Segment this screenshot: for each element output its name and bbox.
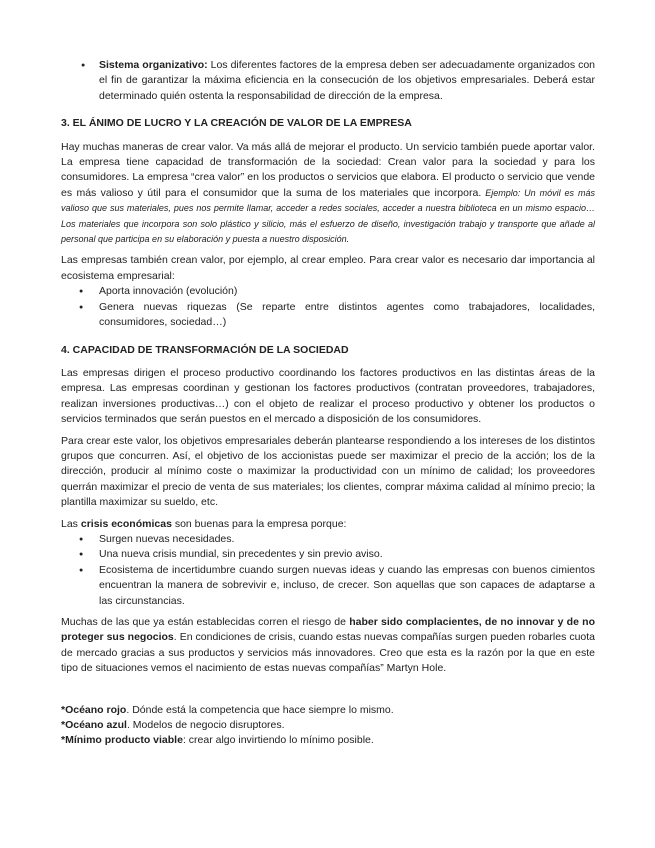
crisis-intro-pre: Las <box>61 517 81 530</box>
section-3-example-text: Ejemplo: Un móvil es más valioso que sus materiales, pues nos permite llamar, acceder a redes sociales, acceder a nuestra biblioteca en un mismo espacio… Los materiales que incorpora son solo plástico y silicio, más el esfuerzo de diseño, investigación trabajo y transporte que añade al personal que participa en su elaboración y puesta a nuestro disposición. <box>61 187 595 245</box>
section-3-paragraph-1-text: Hay muchas maneras de crear valor. Va más allá de mejorar el producto. Un servicio también puede aportar valor. La empresa tiene capacidad de transformación de la sociedad: Crean valor para la sociedad y para los consumidores. La empresa “crea valor” en los productos o servicios que elabora. El producto o servicio que vende es más valioso y útil para el consumidor que la suma de los materiales que incorpora. <box>61 140 595 199</box>
quote-pre: Muchas de las que ya están establecidas corren el riesgo de <box>61 616 350 628</box>
section-3-heading: 3. EL ÁNIMO DE LUCRO Y LA CREACIÓN DE VALOR DE LA EMPRESA <box>61 117 412 130</box>
footnote-text: . Modelos de negocio disruptores. <box>126 719 285 732</box>
section-3-bullet: ● Aporta innovación (evolución) <box>61 284 595 299</box>
section-3-paragraph-2: Las empresas también crean valor, por ejemplo, al crear empleo. Para crear valor es necesario dar importancia al ecosistema empresarial: <box>61 254 595 282</box>
footnote-text: . Dónde está la competencia que hace siempre lo mismo. <box>126 703 394 716</box>
footnote-text: : crear algo invirtiendo lo mínimo posible. <box>182 734 374 747</box>
bullet-sistema-organizativo <box>61 58 595 104</box>
section-3-paragraph-1 <box>61 140 595 248</box>
crisis-bullet: ● Surgen nuevas necesidades. <box>61 532 595 547</box>
section-3-bullet: ● Genera nuevas riquezas (Se reparte entre distintos agentes como trabajadores, localidades, consumidores, sociedad…) <box>61 300 595 331</box>
quote-post: . En condiciones de crisis, cuando estas nuevas compañías surgen pueden robarles cuota de mercado gracias a sus productos y servicios más innovadores. Creo que esta es la razón por la que en este tipo de situaciones vemos el nacimiento de estas nuevas compañías” Martyn Hole. <box>61 631 596 675</box>
section-4-paragraph-1: Las empresas dirigen el proceso productivo coordinando los factores productivos en las distintas áreas de la empresa. Las empresas coordinan y gestionan los factores productivos (contratan proveedores, trabajadores, realizan inversiones productivas…) con el objeto de realizar el proceso productivo y obtener los productos o servicios terminados que serán puestos en el mercado a disposición de los consumidores. <box>61 366 595 426</box>
section-4-paragraph-2: Para crear este valor, los objetivos empresariales deberán plantearse respondiendo a los intereses de los distintos grupos que concurren. Así, el objetivo de los accionistas puede ser maximizar el precio de la acción; los de la dirección, producir al mínimo coste o maximizar la productividad con un mínimo de calidad; los proveedores querrán maximizar el precio de venta de sus materiales; los clientes, comprar máxima calidad al mínimo precio; la plantilla maximizar su sueldo, etc. <box>61 434 595 509</box>
footnote-term: *Océano azul <box>61 719 127 732</box>
bullet-text: Los diferentes factores de la empresa deben ser adecuadamente organizados con el fin de garantizar la máxima eficiencia en la consecución de los objetivos empresariales. Deberá estar determinado quién ostenta la responsabilidad de dirección de la empresa. <box>99 59 595 102</box>
quote-bold: haber sido complacientes, de no innovar y de no proteger sus negocios <box>61 616 595 644</box>
footnotes <box>61 703 595 749</box>
crisis-bullet: ● Ecosistema de incertidumbre cuando surgen nuevas ideas y cuando las empresas con buenos cimientos encuentran la manera de sobrevivir e, incluso, de crecer. Son aquellas que son capaces de adaptarse a las circunstancias. <box>61 563 595 609</box>
footnote-term: *Mínimo producto viable <box>61 734 183 747</box>
footnote-term: *Océano rojo <box>61 703 127 716</box>
crisis-intro <box>61 517 595 532</box>
footnote-minimo-producto <box>61 733 595 748</box>
crisis-bullet: ● Una nueva crisis mundial, sin precedentes y sin previo aviso. <box>61 547 595 562</box>
crisis-bold-term: crisis económicas <box>80 517 172 530</box>
bullet-bold-term: Sistema organizativo: <box>99 59 208 71</box>
section-3-bullet-list <box>61 284 595 330</box>
crisis-intro-post: son buenas para la empresa porque: <box>171 517 347 530</box>
organizational-bullet-list <box>61 58 595 104</box>
footnote-oceano-rojo <box>61 703 595 718</box>
crisis-bullet-list <box>61 532 595 609</box>
footnote-oceano-azul <box>61 718 595 733</box>
section-4-heading: 4. CAPACIDAD DE TRANSFORMACIÓN DE LA SOCIEDAD <box>61 343 349 356</box>
section-4-paragraph-3 <box>61 615 595 677</box>
